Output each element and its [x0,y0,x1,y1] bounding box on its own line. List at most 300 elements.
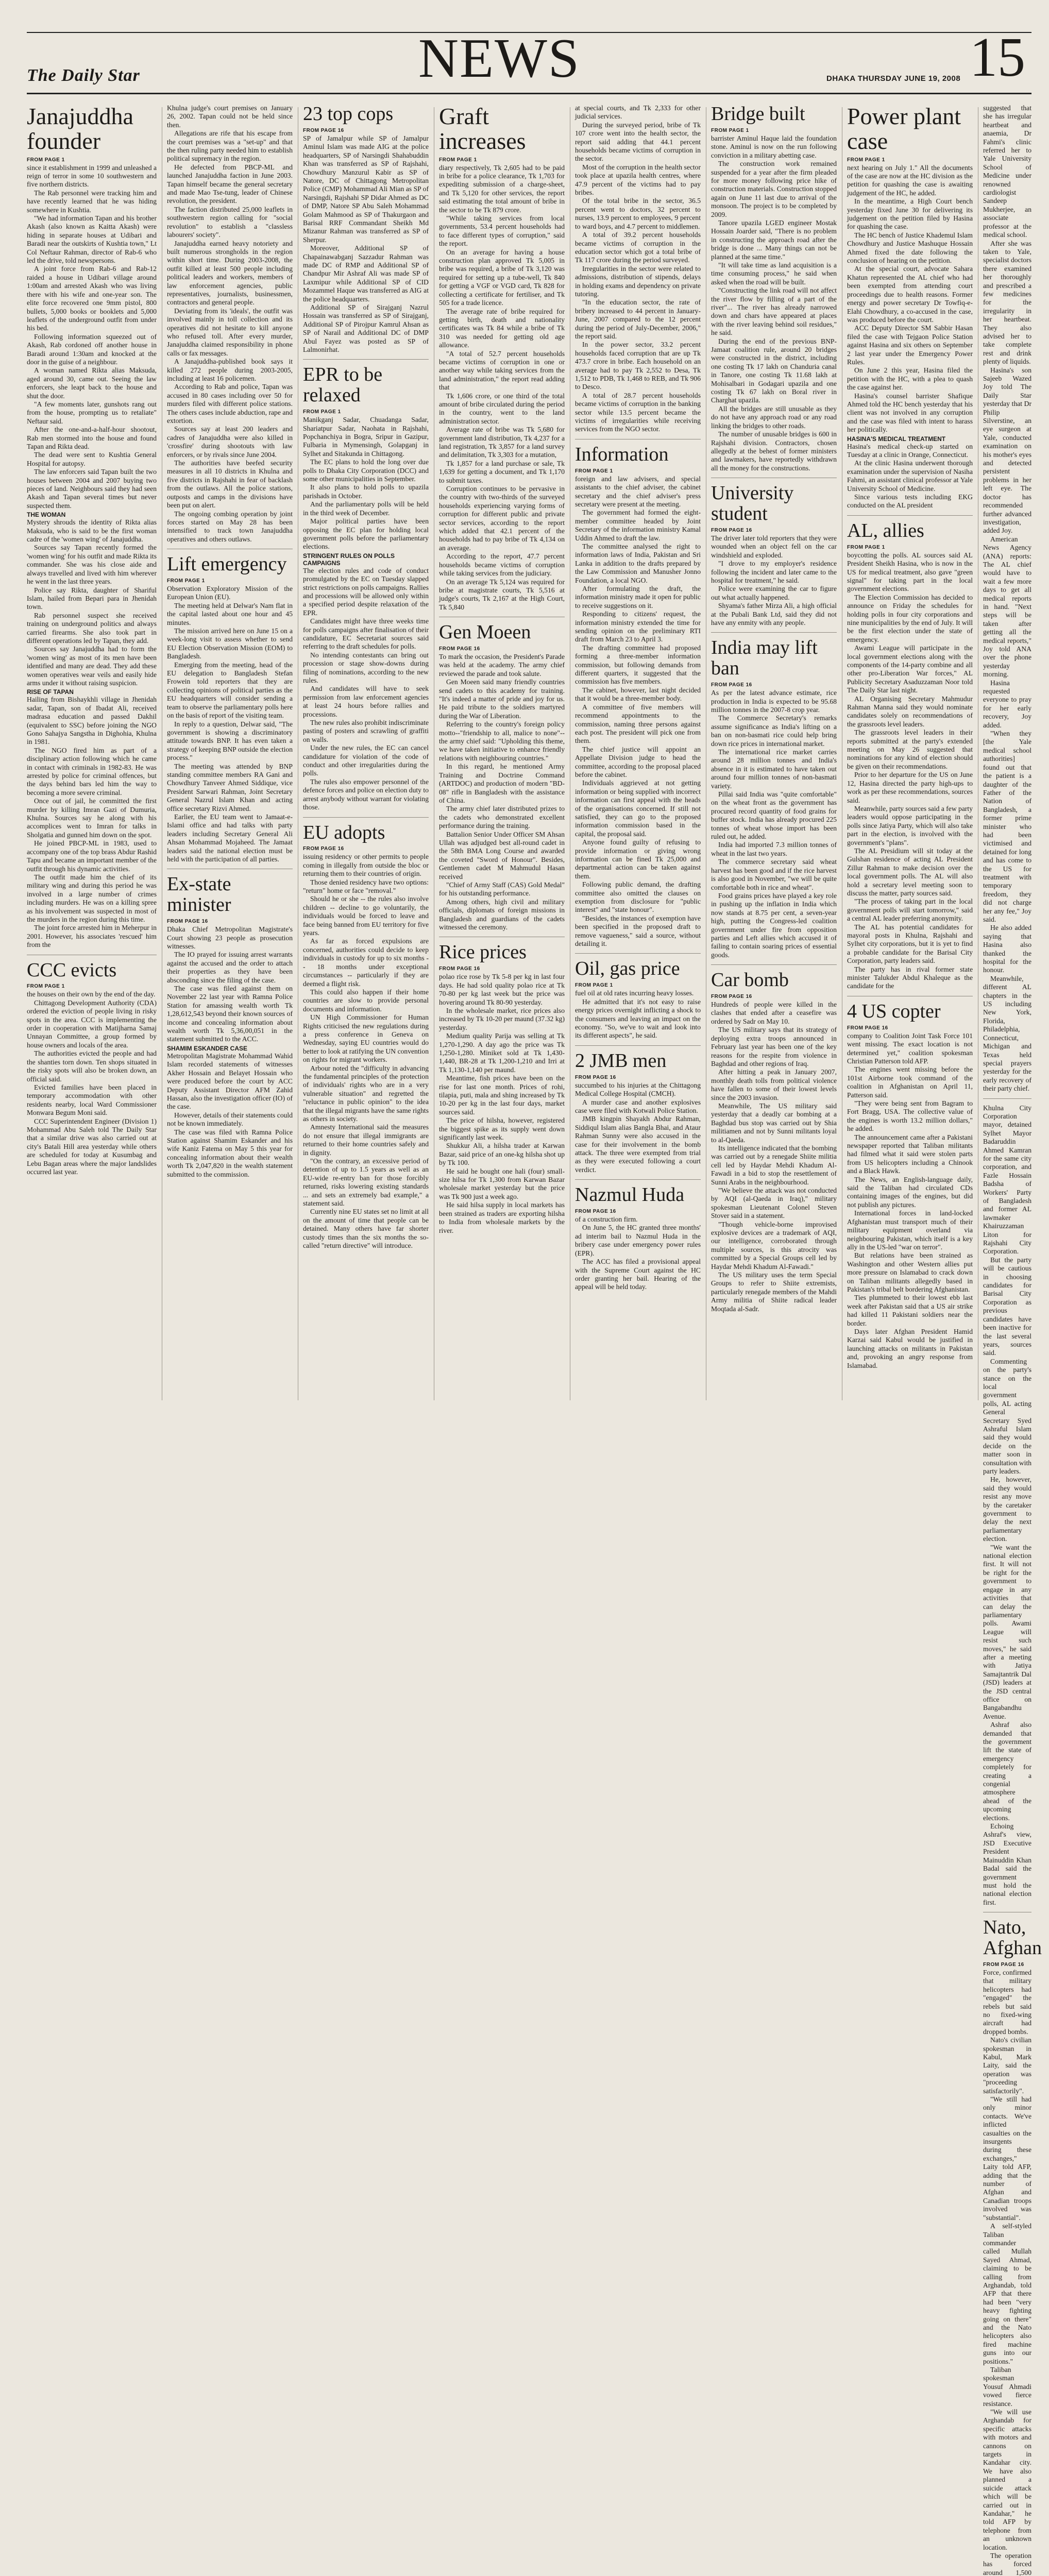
article-jump-line: FROM PAGE 1 [575,468,613,474]
article-headline: Gen Moeen [439,621,531,643]
article-paragraph: Emerging from the meeting, head of the EU delegation to Bangladesh Stefan Frowein told reporters that they are collecting opinions of political parties as the EU headquarters will consider sending a team to observe the parliamentary polls here on the basis of report of the visiting team. [167,660,293,720]
article-paragraph: The army chief later distributed prizes to the cadets who demonstrated excellent performance during the training. [439,805,565,830]
article [711,104,837,472]
article-paragraph: The construction work remained suspended for a year after the firm pleaded for more money following price hike of construction materials. Construction stopped again on June 11 last due to arrival of the monsoon. The project is to be completed by 2009. [711,160,837,218]
article-headline: Nato, Afghan [983,1917,1042,1959]
article-paragraph: The chief justice will appoint an Appellate Division judge to head the committee, according to the proposal placed before the cabinet. [575,745,701,778]
article [575,953,701,1040]
article-paragraph: During the end of the previous BNP-Jamaat coalition rule, around 20 bridges were constructed in the district, including one costing Tk 17 lakh on Chanduria canal in Tanore, one costing Tk 11.68 lakh at Mohisalbari in Godagari upazila and one costing Tk 67 lakh on Boral river in Charghat upazila. [711,337,837,404]
article-jump-line: FROM PAGE 16 [575,1074,616,1080]
article [575,1179,701,1292]
article-paragraph: The drafting committee had proposed forming a three-member information commission, but following demands from different quarters, it suggested that the commission has five members. [575,643,701,686]
article-paragraph: Hundreds of people were killed in the clashes that ended after a ceasefire was ordered by Sadr on May 10. [711,1001,837,1025]
article-paragraph: Earlier, the EU team went to Jamaat-e-Islami office and had talks with party leaders including Secretary General Ali Ahsan Mohammad Mojaheed. The Jamaat leaders said the national election must be held with the participation of all parties. [167,812,293,863]
article [303,817,429,1250]
article-paragraph: Taliban spokesman Yousuf Ahmadi vowed fierce resistance. [983,2366,1031,2408]
article-paragraph: Rab personnel suspect she received training on underground politics and always carried firearms. She also took part in different operations led by Tapan, they add. [27,611,157,645]
article-paragraph: The ACC has filed a provisional appeal with the Supreme Court against the HC order granting her bail. Hearing of the appeal will be held today. [575,1258,701,1291]
article-paragraph: "We will use Arghandab for specific attacks with motors and cannons on targets in Kandahar city. We have also planned a suicide attack which will be carried out in Kandahar," he told AFP by telephone from an unknown location. [983,2408,1031,2551]
article-paragraph: fuel oil at old rates incurring heavy losses. [575,989,694,997]
article-paragraph: UN High Commissioner for Human Rights criticised the new regulations during a press conference in Geneva on Wednesday, saying EU countries would do better to look at ratifying the UN convention on rights for migrant workers. [303,1013,429,1064]
article-paragraph: The case was filed with Ramna Police Station against Shamim Eskander and his wife Kaniz Fatema on May 5 this year for concealing information about their wealth worth Tk 2,047,820 in the wealth statement submitted to the commission. [167,1128,293,1178]
article-paragraph: In the wholesale market, rice prices also increased by Tk 10-20 per maund (37.32 kg) yesterday. [439,1006,565,1031]
article-paragraph: Police say Rikta, daughter of Shariful Islam, hailed from Bepari para in Jhenidah town. [27,586,157,611]
newspaper-logo: The Daily Star [27,66,140,85]
article-paragraph: The NGO fired him as part of a disciplinary action following which he came in contact with criminals in 1982-83. He was arrested by police for criminal offences, but the days behind bars led him the way to becoming a more severe criminal. [27,746,157,796]
article-paragraph: Awami League will participate in the local government elections along with the components of the 14-party combine and all other pro-Liberation War forces," AL Publicity Secretary Asaduzzaman Noor told The Daily Star last night. [847,644,973,694]
article-headline: Information [575,443,669,465]
column-4 [439,104,565,1402]
article-paragraph: The IO prayed for issuing arrest warrants against the accused and the order to attach their properties as they have been absconding since the filing of the case. [167,951,293,984]
article-paragraph: at special courts, and Tk 2,333 for other judicial services. [575,104,701,121]
article-divider [303,817,429,818]
article-paragraph: Moreover, Additional SP of Chapainawabganj Sazzadur Rahman was made DC of RMP and Additional SP of Chandpur Mir Ashraf Ali was made SP of Laxmipur while Additional SP of CID Mozammel Haque was transferred as AIG at the police headquarters. [303,244,429,303]
article-paragraph: But relations have been strained as Washington and other Western allies put more pressure on Islamabad to crack down on Taliban militants allegedly based in Pakistan's tribal belt bordering Afghanistan. [847,1251,973,1293]
article-paragraph: Tanore upazila LGED engineer Mostak Hossain Joarder said, "There is no problem in constructing the approach road after the bridge is done ... Many things can not be planned at the same time." [711,218,837,261]
article-divider [847,515,973,516]
article-paragraph: Currently nine EU states set no limit at all on the amount of time that people can be detained. Many others have far shorter custody times than the six months the so-called "return directive" will introduce. [303,1208,429,1250]
article-paragraph: The rules also empower personnel of the defence forces and police on election duty to arrest anybody without warrant for violating those. [303,777,429,811]
article-paragraph: Meanwhile, The US military said yesterday that a deadly car bombing at a Baghdad bus stop was carried out by Shia militiamen and not by Sunni militants loyal to al-Qaeda. [711,1101,837,1144]
article-paragraph: Among others, high civil and military officials, diplomats of foreign missions in Bangladesh and guardians of the cadets witnessed the ceremony. [439,897,565,931]
article-paragraph: The number of unusable bridges is 600 in Rajshahi division. Contractors, chosen allegedly at the behest of former ministers and lawmakers, have reportedly withdrawn all the money for the constructions. [711,430,837,472]
article-paragraph: A Janajuddha-published book says it killed 272 people during 2003-2005, including at least 16 policemen. [167,358,293,382]
article-paragraph: International forces in land-locked Afghanistan must transport much of their military equipment overland via neighbouring Pakistan, which itself is a key ally in the US-led "war on terror". [847,1209,973,1251]
article-paragraph: Allegations are rife that his escape from the court premises was a "set-up" and that the then ruling party needed him to establish political supremacy in the region. [167,129,293,163]
article [167,549,293,863]
article-jump-line: FROM PAGE 16 [711,994,752,1000]
article-paragraph: Individuals aggrieved at not getting information or being supplied with incorrect information can first appeal with the heads of the organisations concerned. If still not satisfied, they can go to the proposed information commission based in the capital, the proposal said. [575,779,701,838]
article-paragraph: Hasina's counsel barrister Shafique Ahmed told the HC bench yesterday that his client was not involved in any corruption and the case was filed with intent to harass her politically. [847,392,973,434]
article-paragraph: In this regard, he mentioned Army Training and Doctrine Command (ARTDOC) and production of modern "BD-08" rifle in Bangladesh with the assistance of China. [439,762,565,804]
article-headline: EPR to be relaxed [303,364,383,406]
article-paragraph: The ongoing combing operation by joint forces started on May 28 has been intensified to track town Janajuddha operatives and others outlaws. [167,510,293,543]
article-paragraph: On an average Tk 5,124 was required for bribe at magistrate courts, Tk 5,516 at judge's courts, Tk 2,167 at the High Court, Tk 5,840 [439,578,565,611]
article-paragraph: Hailing from Bishaykhli village in Jhenidah sadar, Tapan, son of Ibadat Ali, received madrasa education and passed Dakhil (equivalent to SSC) before joining the NGO Gono Sahajya Sangstha in Dighohia, Khulna in 1981. [27,696,157,746]
article-paragraph: CCC Superintendent Engineer (Division 1) Mohammad Abu Saleh told The Daily Star that a similar drive was also carried out at city's Batali Hill area yesterday while others are scheduled for today at Kusumbag and Lebu Bagan areas where the major landslides occurred last year. [27,1117,157,1176]
article [847,104,973,510]
article-jump-line: FROM PAGE 16 [439,966,480,972]
article-paragraph: since it establishment in 1999 and unleashed a reign of terror in some 10 southwestern and five northern districts. [27,163,157,189]
article-headline: AL, allies [847,519,924,541]
article-paragraph: Khulna judge's court premises on January 26, 2002. Tapan could not be held since then. [167,104,293,129]
article-paragraph: Meanwhile, party sources said a few party leaders would oppose participating in the polls since Jatiya Party, which will also take part in the election, is involved with the government's "plans". [847,804,973,846]
article-paragraph: American News Agency (ANA) reports: The AL chief would have to wait a few more days to get all medical reports in hand. "Next steps will be taken after getting all the medical reports," Joy told ANA over the phone yesterday morning. [983,535,1031,679]
article-paragraph: Metropolitan Magistrate Mohammad Wahid Islam recorded statements of witnesses Akher Hossain and Belayet Hossain who were produced before the court by ACC Deputy Assistant Director AFM Zahid Hassan, also the investigation officer (IO) of the case. [167,1052,293,1111]
article-paragraph: next hearing on July 1." All the documents of the case are now at the HC division as the petition for quashing the case is awaiting judgement of the HC, he added. [847,163,973,197]
article-paragraph: The announcement came after a Pakistani newspaper reported that Taliban militants had filmed what it said were stolen parts from US helicopters including a Chinook and a Black Hawk. [847,1133,973,1175]
article-paragraph: Ties plummeted to their lowest ebb last week after Pakistan said that a US air strike had killed 11 Pakistani soldiers near the border. [847,1294,973,1327]
article-headline: Janajuddha founder [27,103,133,155]
article-paragraph: Mystery shrouds the identity of Rikta alias Maksuda, who is said to be the first woman cadre of the 'women wing' of Janajuddha. [27,518,157,544]
article-jump-line: FROM PAGE 16 [711,682,752,688]
article-jump-line: FROM PAGE 1 [439,157,477,163]
article-paragraph: The driver later told reporters that they were wounded when an object fell on the car windshield and exploded. [711,534,837,559]
article [303,359,429,811]
article-jump-line: FROM PAGE 16 [439,646,480,652]
article-jump-line: FROM PAGE 16 [167,919,208,925]
article-paragraph: The joint force arrested him in Meherpur in 2001. However, his associates 'rescued' him from the [27,924,157,949]
article [983,1098,1031,1907]
article-paragraph: Chittagong Development Authority (CDA) ordered the eviction of people living in risky spots in the area. CCC is implementing the order in cooperation with Matijharna Samaj Unnayan Committee, a group formed by house owners and locals of the area. [27,998,157,1049]
article-paragraph: A murder case and another explosives case were filed with Kotwali Police Station. [575,1098,701,1114]
article-jump-line: FROM PAGE 1 [575,982,613,989]
column-3 [303,104,429,1402]
article-paragraph: suggested that she has irregular heartbeat and anaemia, Dr Fahmi's clinic referred her to Yale University School of Medicine under renowned cardiologist Sandeep Mukherjee, an associate professor at the medical school. [983,104,1031,239]
article-divider [983,1098,1031,1099]
article-paragraph: A total of 28.7 percent households became victims of corruption in the banking sector while 13.5 percent became the victims of irregularities while receiving services from the NGO sector. [575,391,701,433]
article-paragraph: No intending contestants can bring out procession or stage show-downs during filing of nominations, according to the new rules. [303,651,429,685]
article-paragraph: After formulating the draft, the information ministry made it open for public to receive suggestions on it. [575,585,701,609]
article-paragraph: The AL has potential candidates for mayoral posts in Khulna, Rajshahi and Sylhet city corporations, but it is yet to find a probable candidate for the Barisal City Corporation, party leaders said. [847,923,973,965]
page-number: 15 [970,27,1025,88]
column-8 [983,104,1042,2576]
article-jump-line: FROM PAGE 16 [303,127,344,133]
article-paragraph: issuing residency or other permits to people coming in illegally from outside the bloc or returning them to their countries of origin. [303,853,429,878]
article-paragraph: "The process of taking part in the local government polls will start tomorrow," said a central AL leader preferring anonymity. [847,897,973,923]
article-jump-line: FROM PAGE 1 [27,984,65,990]
article-paragraph: The price of hilsha, however, registered the biggest spike as its supply went down significantly last week. [439,1116,565,1142]
article [575,439,701,948]
article-paragraph: Prior to her departure for the US on June 12, Hasina directed the party high-ups to work as per these recommendations, sources said. [847,771,973,804]
dateline: DHAKA THURSDAY JUNE 19, 2008 [826,74,961,83]
article-paragraph: Following information squeezed out of Akash, Rab cordoned off another house in Baradi around 1:30am and knocked at the door in the guise of a neighbour. [27,332,157,366]
article-paragraph: Sources say Janajuddha had to form the 'women wing' as most of its men have been identified and many are dead. They add these women operatives wear veils and easily hide arms under it without raising suspicion. [27,645,157,687]
article-paragraph: The US military says that its strategy of deploying extra troops announced in February last year has been one of the key reasons for the respite from violence in Baghdad and other regions of Iraq. [711,1026,837,1067]
article-jump-line: FROM PAGE 16 [847,1025,888,1031]
article-paragraph: But the party will be cautious in choosing candidates for Barisal City Corporation as previous candidates have been inactive for the last several years, sources said. [983,1256,1031,1357]
article-jump-line: FROM PAGE 1 [711,127,749,133]
article-paragraph: Average rate of bribe was Tk 5,680 for government land distribution, Tk 4,237 for a land registration, Tk 3,857 for a land survey and delimitation, Tk 3,303 for a mutation, [439,426,565,459]
article-paragraph: Observation Exploratory Mission of the European Union (EU). [167,585,293,601]
article-paragraph: "Chief of Army Staff (CAS) Gold Medal" for his outstanding performance. [439,880,565,897]
article-headline: Bridge built [711,103,805,125]
article-paragraph: The outfit made him the chief of its military wing and during this period he was involved in a large number of crimes including murders. He was on a killing spree as his involvement was suspected in most of the murders in the region during this time. [27,873,157,923]
article-paragraph: The News, an English-language daily, said the Taliban had circulated CDs containing images of the engines, but did not publish any pictures. [847,1175,973,1209]
article-headline: 2 JMB men [575,1049,667,1072]
article-paragraph: At the special court, advocate Sahara Khatun represented the AL chief who had been exempted from attending court proceedings due to health reasons. Former energy and power secretary Dr Towfiq-e-Elahi Chowdhury, a co-accused in the case, was produced before the court. [847,265,973,324]
column-6 [711,104,837,1402]
article-paragraph: The Rab personnel were tracking him and have recently learned that he was hiding somewhere in Kushtia. [27,189,157,214]
article-paragraph: The average rate of bribe required for getting birth, death and nationality certificates was Tk 84 while a bribe of Tk 310 was needed for getting old age allowance. [439,307,565,349]
article-paragraph: Janajuddha earned heavy notoriety and built numerous strongholds in the region within short time. During 2003-2008, the outfit killed at least 500 people including political leaders and workers, members of law enforcement agencies, public representatives, journalists, businessmen, contractors and general people. [167,239,293,307]
article-paragraph: Arbour noted the "difficulty in advancing the fundamental principles of the protection of individuals' rights who are in a very vulnerable situation" and regretted the "reluctance in public opinion" to the idea that the illegal migrants have the same rights as others in society. [303,1064,429,1123]
article-paragraph: Most of the corruption in the health sector took place at upazila health centres, where 47.9 percent of the victims had to pay bribes. [575,163,701,197]
article-paragraph: succumbed to his injuries at the Chittagong Medical College Hospital (CMCH). [575,1081,701,1098]
article-headline: EU adopts [303,821,385,843]
article-paragraph: Hasina's son Sajeeb Wazed Joy told The Daily Star yesterday that Dr Philip Silverstine, an eye surgeon at Yale, conducted examination on his mother's eyes and detected persistent problems in her left eye. The doctor has recommended further advanced investigation, added Joy. [983,366,1031,535]
article-paragraph: The dead were sent to Kushtia General Hospital for autopsy. [27,451,157,467]
article-divider [711,632,837,633]
article-paragraph: SP of Jamalpur while SP of Jamalpur Aminul Islam was made AIG at the police headquarters, SP of Narsingdi Shahabuddin Khan was transferred as SP of Rajshahi, Chowdhury Manzurul Kabir as SP of Natore, DC of Chittagong Metropolitan Police (CMP) Mohammad Ali Mian as SP of Narsingdi, Rajshahi SP Didar Ahmed as DC of DMP, Natore SP Abu Saleh Mohammad Golam Mahmood as SP of Thakurgaon and Barisal RRF Commandant Sheikh Md Mizanur Rahman was transferred as SP of Sherpur. [303,134,429,244]
column-7 [847,104,973,1402]
article-paragraph: The meeting held at Delwar's Nam flat in the capital lasted about one hour and 45 minutes. [167,601,293,626]
article [847,515,973,991]
article-paragraph: Responding to citizens' request, the information ministry extended the time for sending opinion on the preliminary RTI draft from March 23 to April 3. [575,610,701,643]
article-paragraph: According to Rab and police, Tapan was accused in 80 cases including over 50 for murders filed with different police stations. The others cases include abduction, rape and extortion. [167,383,293,425]
article-headline: Lift emergency [167,553,287,575]
article-paragraph: "While taking services from local governments, 53.4 percent households had to face different types of corruption," said the report. [439,214,565,248]
article-divider [711,964,837,965]
article [439,937,565,1234]
article-paragraph: Additional SP of Sirajganj Nazrul Hossain was transferred as SP of Sirajganj, Additional SP of Pirojpur Kamrul Ahsan as SP of Narail and Additional DC of DMP Abul Fayez was posted as SP of Lalmonirhat. [303,303,429,354]
article-paragraph: Corruption continues to be pervasive in the country with two-thirds of the surveyed households experiencing varying forms of corruption for different public and private sector services, according to the report which added that 42.1 percent of the households had to pay bribe of Tk 4,134 on an average. [439,485,565,552]
article-paragraph: He said hilsa supply in local markets has been strained as traders are exporting hilsha to India from wholesale markets by the river. [439,1201,565,1234]
article-paragraph: He said he bought one hali (four) small-size hilsa for Tk 1,300 from Karwan Bazar wholesale market yesterday but the price was Tk 900 just a week ago. [439,1167,565,1200]
article-paragraph: Nato's civilian spokesman in Kabul, Mark Laity, said the operation was "proceeding satisfactorily". [983,2036,1031,2095]
article-headline: India may lift ban [711,637,818,680]
article-paragraph: Under the new rules, the EC can cancel candidature for violation of the code of conduct and other irregularities during the polls. [303,744,429,777]
article-paragraph: The AL Presidium will sit today at the Gulshan residence of acting AL President Zillur Rahman to make decision over the local government polls. The AL will also hold a secretary level meeting soon to discuss the matter, party sources said. [847,846,973,897]
article-paragraph: The engines went missing before the 101st Airborne took command of the coalition in Afghanistan on April 11, Patterson said. [847,1065,973,1099]
article-paragraph: "A few moments later, gunshots rang out from the house, prompting us to retaliate" Neftaur said. [27,400,157,425]
article-paragraph: The authorities have beefed security measures in all 10 districts in Khulna and five districts in Rajshahi in fear of backlash from the outlaws. All the police stations, outposts and camps in the divisions have been put on alert. [167,459,293,510]
article-paragraph: The faction distributed 25,000 leaflets in southwestern region calling for "social revolution" to establish a "classless labourers' society". [167,205,293,239]
article [439,104,565,612]
article-paragraph: During the surveyed period, bribe of Tk 107 crore went into the health sector, the report said adding that 44.1 percent households became victims of corruption in the sector. [575,121,701,163]
article-paragraph: Dhaka Chief Metropolitan Magistrate's Court showing 23 people as prosecution witnesses. [167,925,293,951]
article-jump-line: FROM PAGE 1 [27,157,65,163]
article-paragraph: After hitting a peak in January 2007, monthly death tolls from political violence have fallen to some of their lowest levels since the 2003 invasion. [711,1068,837,1101]
article-paragraph: Tk 1,606 crore, or one third of the total amount of bribe circulated during the period in the country, went to the land administration sector. [439,392,565,425]
article [575,1045,701,1174]
article-headline: Ex-state minister [167,873,231,916]
article-paragraph: The election rules and code of conduct promulgated by the EC on Tuesday slapped strict restrictions on polls campaigns. Rallies and processions will be allowed only within a specified period despite relaxation of the EPR. [303,566,429,617]
column-1 [27,104,157,1402]
article-paragraph: According to the report, 47.7 percent households became victims of corruption while taking services from the judiciary. [439,552,565,578]
article-headline: CCC evicts [27,959,117,981]
article-paragraph: The committee analysed the right to information laws of India, Pakistan and Sri Lanka in addition to the drafts prepared by the Law Commission and Manusher Jonno Foundation, a local NGO. [575,542,701,584]
article-paragraph: And candidates will have to seek permission from law enforcement agencies at least 24 hours before rallies and processions. [303,685,429,718]
article-paragraph: The party has in rival former state minister Talukder Abdul Khaleque as the candidate for the [847,965,973,990]
article-paragraph: A self-styled Taliban commander called Mullah Sayed Ahmad, claiming to be calling from Arghandab, told AFP that there had been "very heavy fighting going on there" and the Nato helicopters also fired machine guns into our positions." [983,2222,1031,2365]
article-paragraph: Gen Moeen said many friendly countries send cadets to this academy for training. "It's indeed a matter of pride and joy for us. He paid tribute to the soldiers martyred during the War of Liberation. [439,678,565,720]
article-headline: 4 US copter [847,1000,941,1022]
article-paragraph: Deviating from its 'ideals', the outfit was involved mainly in toll collection and its operatives did not hesitate to kill anyone who refused toll. After every murder, Janajuddha claimed responsibility in phone calls or fax messages. [167,307,293,357]
article-paragraph: diary respectively, Tk 2,605 had to be paid in bribe for a police clearance, Tk 1,703 for expediting submission of a charge-sheet, and Tk 5,120 for other services, the report said estimating the total amount of bribe in the sector to be Tk 879 crore. [439,163,565,214]
article-headline: Car bomb [711,969,789,991]
article-paragraph: The mission arrived here on June 15 on a week-long visit to assess whether to send EU Election Observation Mission (EOM) to Bangladesh. [167,627,293,660]
article-jump-line: FROM PAGE 16 [983,1961,1024,1968]
article-paragraph: "Though vehicle-borne improvised explosive devices are a trademark of AQI, our intelligence, corroborated through multiple sources, is this atrocity was committed by a Special Groups cell led by Haydar Mehdi Khadum Al-Fawadi." [711,1220,837,1270]
article-headline: Nazmul Huda [575,1184,685,1206]
article-paragraph: In the meantime, a High Court bench yesterday fixed June 30 for delivering its judgement on the petition filed by Hasina for quashing the case. [847,197,973,231]
article-paragraph: Sources say Tapan recently formed the 'women wing' for his outfit and made Rikta its commander. She was his close aide and always travelled and lived with him wherever he went in the last three years. [27,544,157,586]
article [983,1912,1042,2576]
section-title: NEWS [418,28,580,89]
article-paragraph: "On the contrary, an excessive period of detention of up to 1.5 years as well as an EU-wide re-entry ban for those forcibly returned, risks lowering existing standards ... and sets an extremely bad example," a statement said. [303,1157,429,1208]
article-headline: Power plant case [847,103,961,155]
column-5 [575,104,701,1402]
article-paragraph: The US military uses the term Special Groups to refer to Shiite extremists, particularly renegade members of the Mahdi Army militia of Shiite radical leader Moqtada al-Sadr. [711,1271,837,1313]
article [575,104,701,434]
article-subhead: SHAMIM ESKANDER CASE [167,1044,248,1052]
article-paragraph: Should he or she -- the rules also involve children -- decline to go voluntarily, the individuals would be forced to leave and face being banned from EU territory for five years. [303,895,429,937]
article [303,104,429,354]
article-paragraph: of a construction firm. [575,1215,638,1224]
article-paragraph: In the power sector, 33.2 percent households faced corruption that are up Tk 473.7 crore in bribe. Each household on an average had to pay Tk 2,552 to Desa, Tk 1,512 to PDB, Tk 1,468 to REB, and Tk 906 to Desco. [575,341,701,391]
article-headline: 23 top cops [303,103,394,125]
article-paragraph: India had imported 7.3 million tonnes of wheat in the last two years. [711,841,837,857]
article-paragraph: However, details of their statements could not be known immediately. [167,1111,293,1128]
article-paragraph: The international rice market carries around 28 million tonnes and India's absence in it is estimated to have taken out around four million tonnes of non-basmati variety. [711,748,837,790]
article-paragraph: Hasina's medical check-up started on Tuesday at a clinic in Orange, Connecticut. [847,442,973,459]
article-divider [575,953,701,954]
article-paragraph: "We believe the attack was not conducted by AQI (al-Qaeda in Iraq)," military spokesman Lieutenant Colonel Steven Stover said in a statement. [711,1187,837,1220]
article-paragraph: ACC Deputy Director SM Sabbir Hasan filed the case with Tejgaon Police Station against Hasina and six others on September 2 last year under the Emergency Power Rules. [847,324,973,366]
article [983,104,1031,1093]
article [27,104,157,950]
article-paragraph: Echoing Ashraf's view, JSD Executive President Mainuddin Khan Badal said the government must hold the national election first. [983,1822,1031,1906]
article-paragraph: Force, confirmed that military helicopters had "engaged" the rebels but said no fixed-wing aircraft had dropped bombs. [983,1968,1031,2036]
article-jump-line: FROM PAGE 1 [303,409,341,415]
article-paragraph: Evicted families have been placed in temporary accommodation with other residents nearby, local Ward Commissioner Monwara Begum Moni said. [27,1083,157,1117]
article-paragraph: The meeting was attended by BNP standing committee members RA Gani and Chowdhury Tanveer Ahmed Siddique, vice President Sarwari Rahman, Joint Secretary General Nazrul Islam Khan and acting office secretary Rizvi Ahmed. [167,762,293,812]
masthead [27,21,1031,93]
article-paragraph: A joint force from Rab-6 and Rab-12 raided a house in Udibari village around 1:00am and arrested Akash who was living there with his wife and one-year son. The elite force recovered one 9mm pistol, 800 bullets, 5,000 books or booklets and 5,000 leaflets of the underground outfit from under his bed. [27,265,157,332]
article-paragraph: The authorities evicted the people and had the shanties torn down. Ten shops situated in the risky spots will also be broken down, an official said. [27,1049,157,1083]
article-paragraph: The HC bench of Justice Khademul Islam Chowdhury and Justice Mashuque Hossain Ahmed fixed the date following the conclusion of hearing on the petition. [847,231,973,265]
article-headline: University student [711,482,794,525]
article [167,104,293,544]
article-paragraph: Referring to the country's foreign policy motto--"friendship to all, malice to none"--the army chief said: "Upholding this theme, we have taken initiative to enhance friendly relations with neighbouring countries." [439,720,565,762]
article-subhead: STRINGENT RULES ON POLLS CAMPAIGNS [303,552,395,567]
article-paragraph: Following public demand, the drafting committee also omitted the clauses on exemption from disclosure for "public interest" and "state honour". [575,880,701,914]
article-paragraph: The EC plans to hold the long over due polls to Dhaka City Corporation (DCC) and some other municipalities in September. [303,458,429,483]
article-paragraph: Ashraf also demanded that the government lift the state of emergency completely for creating a congenial atmosphere ahead of the upcoming elections. [983,1721,1031,1822]
article-paragraph: All the bridges are still unusable as they do not have any approach road or any road linking the bridges to other roads. [711,404,837,430]
article-paragraph: Of the total bribe in the sector, 36.5 percent went to doctors, 32 percent to nurses, 13.9 percent to employees, 9 percent to ward boys, and 4.7 percent to middlemen. [575,197,701,230]
article-paragraph: "I drove to my employer's residence following the incident and later came to the hospital for treatment," he said. [711,560,837,584]
article-paragraph: As per the latest advance estimate, rice production in India is expected to be 95.68 million tonnes in the 2007-8 crop year. [711,689,837,714]
article-divider [303,359,429,360]
newspaper-page [27,21,1042,2576]
article-headline: Oil, gas price [575,958,680,980]
masthead-bottom-rule [27,93,1031,94]
article-paragraph: It also plans to hold polls to upazila parishads in October. [303,483,429,500]
article-paragraph: The Election Commission has decided to announce on Friday the schedules for holding polls in four city corporations and nine municipalities by the end of July. It will be the first election under the state of emergency. [847,593,973,643]
article-paragraph: He joined PBCP-ML in 1983, used to accompany one of the top brass Abdur Rashid Tapu and became an important member of the outfit through his dynamic activities. [27,839,157,873]
article-paragraph: Khulna City Corporation mayor, detained Sylhet Mayor Badaruddin Ahmed Kamran for the same city corporation, and Fazle Hossain Badsha of Workers' Party of Bangladesh and former AL lawmaker Khairuzzaman Liton for Rajshahi City Corporation. [983,1104,1031,1256]
article-paragraph: Since various tests including EKG conducted on the AL president [847,493,973,510]
article-jump-line: FROM PAGE 1 [847,544,885,550]
article-paragraph: He, however, said they would resist any move by the caretaker government to delay the next parliamentary election. [983,1476,1031,1543]
article-paragraph: At the clinic Hasina underwent thorough examination under the supervision of Nasiha Fahmi, an assistant clinical professor at Yale University School of Medicine. [847,459,973,493]
article-paragraph: The case was filed against them on November 22 last year with Ramna Police Station for amassing wealth worth Tk 1,28,612,543 beyond their known sources of income and concealing information about wealth worth Tk 5,36,00,051 in the statement submitted to the ACC. [167,985,293,1043]
article-paragraph: Meanwhile, different AL chapters in the US including New York, Florida, Philadelphia, Connecticut, Michigan and Texas held special prayers yesterday for the early recovery of their party chief. [983,974,1031,1093]
article-jump-line: FROM PAGE 16 [303,846,344,852]
article-paragraph: "They were being sent from Bagram to Fort Bragg, USA. The collective value of the engines is worth 13.2 million dollars," he added. [847,1099,973,1133]
article [711,632,837,959]
article-paragraph: As far as forced expulsions are concerned, authorities could decide to keep individuals in custody for up to six months -- 18 months under exceptional circumstances -- particularly if they are deemed a flight risk. [303,937,429,988]
article [439,617,565,931]
article-paragraph: The Commerce Secretary's remarks assume significance as India's lifting on a ban on non-basmati rice could help bring down rice prices in international market. [711,714,837,748]
article-paragraph: On June 5, the HC granted three months' ad interim bail to Nazmul Huda in the bribery case under emergency power rules (EPR). [575,1224,701,1257]
article-paragraph: Police were examining the car to figure out what actually happened. [711,585,837,601]
article-paragraph: Medium quality Parija was selling at Tk 1,270-1,290. A day ago the price was Tk 1,250-1,280. Miniket sold at Tk 1,430-1,440, BR-28 at Tk 1,200-1,210 and Irri at Tk 1,130-1,140 per maund. [439,1032,565,1074]
article-divider [575,1045,701,1046]
article-paragraph: On June 2 this year, Hasina filed the petition with the HC, with a plea to quash the case against her. [847,366,973,392]
article-paragraph: Major political parties have been opposing the EC plan for holding local government polls before the parliamentary elections. [303,517,429,551]
article-paragraph: company to Coalition Joint Task Force 101 went missing. The exact location is not determined yet," coalition spokesman Christian Patterson told AFP. [847,1031,973,1065]
article [711,964,837,1313]
article-paragraph: "Constructing the link road will not affect the river flow by filling of a part of the river"... The river has already narrowed down and chars have appeared at places with the river leaving behind soil residues," he said. [711,286,837,337]
article-paragraph: boycotting the polls. AL sources said AL President Sheikh Hasina, who is now in the US for medical treatment, also gave "green signal" for taking part in the local government elections. [847,551,973,593]
article-paragraph: A woman named Rikta alias Maksuda, aged around 30, came out. Seeing the law enforcers, she leapt back to the house and shut the door. [27,366,157,400]
article-paragraph: The operation has forced around 1,500 [983,2551,1031,2576]
article-subhead: HASINA'S MEDICAL TREATMENT [847,435,946,443]
article-paragraph: After she was taken to Yale, specialist doctors there examined her thoroughly and prescribed a few medicines for the irregularity in her heartbeat. They also advised her to take complete rest and drink plenty of liquids. [983,239,1032,366]
article-paragraph: Those denied residency have two options: "return" home or face "removal." [303,878,429,895]
article-headline: Graft increases [439,103,526,155]
article-paragraph: The cabinet, however, last night decided that it would be a three-member body. [575,686,701,703]
article-paragraph: Shukkur Ali, a hilsha trader at Karwan Bazar, said price of an one-kg hilsha shot up by Tk 100. [439,1142,565,1167]
article-paragraph: This could also happen if their home countries are slow to provide personal documents and information. [303,988,429,1013]
article-paragraph: "When they [the Yale medical school authorities] found out that the patient is a daughter of the Father of the Nation of Bangladesh, a former prime minister who had been victimised and detained for long and has come to the US for treatment with temporary freedom, they did not charge her any fee," Joy said. [983,730,1031,923]
article-jump-line: FROM PAGE 1 [847,157,885,163]
article-paragraph: barrister Aminul Haque laid the foundation stone. Aminul is now on the run following conviction in a military abetting case. [711,134,837,159]
article-subhead: RISE OF TAPAN [27,688,74,696]
article [27,955,157,1177]
article-paragraph: Battalion Senior Under Officer SM Ahsan Ullah was adjudged best all-round cadet in the 58th BMA Long Course and awarded the coveted "Sword of Honour". Besides, Gentlemen cadet M Mahmudul Hasan received [439,830,565,880]
article-paragraph: Pillai said India was "quite comfortable" on the wheat front as the government has procured record quantity of food grains for buffer stock. India has already procured 225 tonnes of wheat whose import has been ruled out, he added. [711,790,837,841]
article-paragraph: the houses on their own by the end of the day. [27,990,156,998]
article-paragraph: The government had formed the eight-member committee headed by Joint Secretary of the information ministry Kamal Uddin Ahmed to draft the law. [575,509,701,542]
article-paragraph: "We want the national election first. It will not be right for the government to engage in any activities that can delay the parliamentary polls. Awami League will resist such moves," he said after a meeting with Jatiya Samajtantrik Dal (JSD) leaders at the JSD central office on Bangabandhu Avenue. [983,1543,1031,1720]
article-jump-line: FROM PAGE 16 [575,1209,616,1215]
article-paragraph: Manikganj Sadar, Chuadanga Sadar, Shariatpur Sadar, Naohata in Rajshahi, Popchanchiya in Bogra, Sripur in Gazipur, Fulbaria in Mymensingh, Golapganj in Sylhet and Sitakunda in Chittagong. [303,416,429,457]
article-paragraph: Hasina requested everyone to pray for her early recovery, Joy added. [983,679,1031,729]
article-paragraph: He defected from PBCP-ML and launched Janajuddha faction in June 2003. Tapan himself became the general secretary and made Mao Tse-tung, leader of Chinese revolution, the president. [167,163,293,205]
column-2 [167,104,293,1402]
article-jump-line: FROM PAGE 16 [711,527,752,533]
article-paragraph: Once out of jail, he committed the first murder by killing Imran Gazi of Dumuria, Khulna. Sources say he along with his accomplices went to Imran for talks in Sholgatia and gunned him down on the spot. [27,797,157,839]
article-paragraph: "A total of 52.7 percent households became victims of corruption in one or another way while taking services from the land administration," the report read adding that [439,349,565,392]
article-paragraph: Meantime, fish prices have been on the rise for last one month. Prices of rohi, tilapia, puti, mala and shing increased by Tk 10-20 per kg in the last four days, market sources said. [439,1074,565,1116]
article-jump-line: FROM PAGE 1 [167,578,205,584]
article-headline: Rice prices [439,941,527,963]
article-paragraph: AL Organising Secretary Mahmudur Rahman Manna said they would nominate candidates solely on recommendations of the grassroots level leaders. [847,694,973,728]
article-paragraph: Food grains prices have played a key role in pushing up the inflation in India which now stands at 8.75 per cent, a seven-year high, putting the Congress-led coalition government under fire from opposition parties and Left allies which accused it of failing to contain soaring prices of essential goods. [711,891,837,959]
article-paragraph: foreign and law advisers, and special assistants to the chief adviser, the cabinet secretary and the chief adviser's press secretary were present at the meeting. [575,474,701,508]
article-paragraph: Commenting on the party's stance on the local government polls, AL acting General Secretary Syed Ashraful Islam said they would decide on the matter soon in consultation with party leaders. [983,1357,1032,1475]
article-paragraph: The grassroots level leaders in their reports submitted at the party's extended meeting on May 26 suggested that nominations for any kind of election should be given on their recommendations. [847,728,973,770]
article-paragraph: The commerce secretary said wheat harvest has been good and if the rice harvest is also good in November, "we will be quite comfortable both in rice and wheat". [711,858,837,891]
article-paragraph: After the one-and-a-half-hour shootout, Rab men stormed into the house and found Tapan and Rikta dead. [27,426,157,450]
article-subhead: THE WOMAN [27,511,66,519]
article-paragraph: He also added saying that Hasina also thanked the hospital for the honour. [983,924,1031,974]
article-paragraph: To mark the occasion, the President's Parade was held at the academy. The army chief reviewed the parade and took salute. [439,653,565,677]
article-paragraph: Days later Afghan President Hamid Karzai said Kabul would be justified in launching attacks on militants in Pakistan and, provoking an angry response from Islamabad. [847,1327,973,1369]
article-paragraph: Candidates might have three weeks time for polls campaigns after finalisation of their candidature, EC Secretariat sources said referring to the draft schedules for polls. [303,617,429,651]
article-paragraph: "It will take time as land acquisition is a time consuming process," he said when asked when the road will be built. [711,261,837,286]
article-paragraph: "We had information Tapan and his brother Akash (also known as Kaitta Akash) were hiding in separate houses at Udibari and Baradi near the outskirts of Kushtia town," Lt Col Neftaur Rahman, director of Rab-6 who led the drive, told newspersons. [27,214,157,265]
article-paragraph: In reply to a question, Delwar said, "The government is showing a discriminatory attitude towards BNP. It has even taken a strategy of keeping BNP outside the election process." [167,720,293,762]
article [847,996,973,1370]
article-paragraph: JMB kingpin Shayakh Abdur Rahman, Siddiqul Islam alias Bangla Bhai, and Ataur Rahman Sunny were also accused in the case for their involvement in the bomb attack. The three were exempted from trial as they were executed following a court verdict. [575,1115,701,1174]
article-paragraph: On an average for having a house construction plan approved Tk 5,005 in bribe was required, a bribe of Tk 3,120 was required for setting up a tube-well, Tk 840 for getting a VGF or VGD card, Tk 828 for collecting a certificate for fertiliser, and Tk 505 for a trade licence. [439,248,565,307]
article-paragraph: "We still had only minor contacts. We've inflicted casualties on the insurgents during these exchanges," Laity told AFP, adding that the number of Afghan and Canadian troops involved was "substantial". [983,2095,1031,2222]
article-paragraph: The new rules also prohibit indiscriminate pasting of posters and scrawling of graffiti on walls. [303,719,429,743]
article-paragraph: The law enforcers said Tapan built the two houses between 2004 and 2007 buying two pieces of land. Neighbours said they had seen Akash and Tapan several times but never suspected them. [27,468,157,510]
article-paragraph: A total of 39.2 percent households became victims of corruption in the education sector which got a total bribe of Tk 117 crore during the period surveyed. [575,231,701,264]
article-paragraph: He admitted that it's not easy to raise energy prices overnight inflicting a shock to the consumers and leaving an impact on the economy. "So, we've to wait and look into its different aspects", he said. [575,997,701,1040]
article-paragraph: Its intelligence indicated that the bombing was carried out by a renegade Shiite militia cell led by Haydar Mehdi Khadum Al-Fawadi in a bid to stop the resettlement of Sunni Arabs in the neighbourhood. [711,1144,837,1186]
article-paragraph: Amnesty International said the measures do not ensure that illegal immigrants are returned to their home countries safely and in dignity. [303,1123,429,1157]
article-paragraph: Tk 1,857 for a land purchase or sale, Tk 1,639 for getting a document, and Tk 1,170 to submit taxes. [439,459,565,484]
article-paragraph: Irregularities in the sector were related to admissions, distribution of stipends, delays in holding exams and dependency on private tutoring. [575,264,701,298]
article-paragraph: "Besides, the instances of exemption have been specified in the proposed draft to remove vagueness," said a source, without detailing it. [575,914,701,948]
